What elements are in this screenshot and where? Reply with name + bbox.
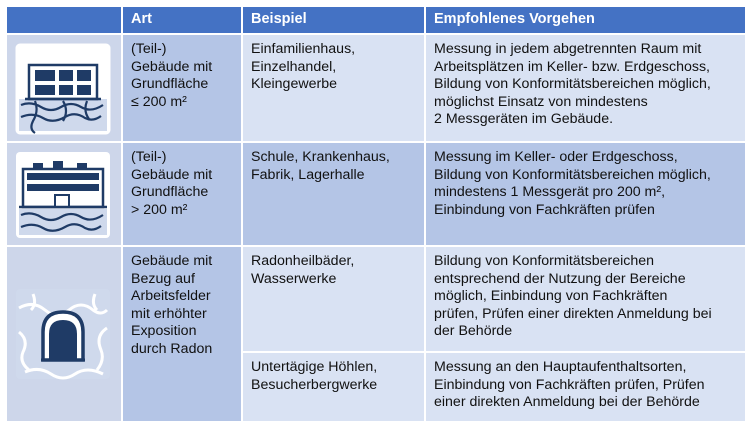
vorgehen-cell: [425, 34, 746, 142]
art-line: Exposition: [131, 323, 197, 339]
beispiel-cell: [242, 246, 425, 352]
vorgehen-cell: [425, 352, 746, 422]
radon-measurement-table-wrapper: [5, 5, 745, 426]
vorgehen-line: Bildung von Konformitätsbereichen: [434, 253, 655, 269]
art-line: Bezug auf: [131, 270, 195, 287]
art-line: Arbeitsfelder: [131, 288, 211, 304]
table-row: [6, 246, 746, 352]
vorgehen-line: Einbindung von Fachkräften prüfen: [434, 201, 655, 218]
vorgehen-cell: [425, 246, 746, 352]
vorgehen-line: entsprechend der Nutzung der Bereiche: [434, 270, 686, 287]
vorgehen-line: Messung im Keller- oder Erdgeschoss,: [434, 149, 678, 165]
vorgehen-line: möglichst Einsatz von mindestens: [434, 93, 648, 110]
art-line: Gebäude mit: [131, 58, 213, 75]
art-line: durch Radon: [131, 340, 213, 357]
header-beispiel: Beispiel: [242, 6, 425, 34]
beispiel-line: Untertägige Höhlen,: [251, 359, 378, 375]
row-icon-cell: [6, 246, 122, 422]
vorgehen-line: der Behörde: [434, 323, 513, 339]
beispiel-line: Wasserwerke: [251, 270, 337, 287]
art-line: (Teil-): [131, 149, 167, 165]
vorgehen-line: Einbindung von Fachkräften prüfen, Prüfen: [434, 376, 705, 393]
beispiel-line: Besucherbergwerke: [251, 376, 378, 393]
large-building-icon: [15, 151, 111, 239]
beispiel-cell: [242, 142, 425, 246]
table-header-row: [6, 6, 746, 34]
table-row: [6, 34, 746, 142]
vorgehen-line: Bildung von Konformitätsbereichen möglich,: [434, 166, 711, 183]
art-cell: [122, 34, 242, 142]
art-line: (Teil-): [131, 41, 167, 57]
art-cell: [122, 246, 242, 422]
table-row: [6, 142, 746, 246]
small-building-icon: [15, 43, 111, 135]
beispiel-line: Einzelhandel,: [251, 58, 337, 75]
beispiel-cell: [242, 34, 425, 142]
vorgehen-line: 2 Messgeräten im Gebäude.: [434, 111, 614, 127]
art-cell: [122, 142, 242, 246]
beispiel-line: Fabrik, Lagerhalle: [251, 166, 365, 183]
beispiel-cell: [242, 352, 425, 422]
vorgehen-line: einer direkten Anmeldung bei der Behörde: [434, 394, 700, 410]
row-icon-cell: [6, 34, 122, 142]
art-line: Gebäude mit: [131, 253, 213, 269]
vorgehen-line: möglich, Einbindung von Fachkräften: [434, 288, 668, 304]
art-line: mit erhöhter: [131, 305, 207, 322]
header-art: Art: [122, 6, 242, 34]
header-icon-column: [6, 6, 122, 34]
art-line: Grundfläche: [131, 184, 209, 200]
vorgehen-line: Messung in jedem abgetrennten Raum mit: [434, 41, 702, 57]
tunnel-icon: [15, 288, 111, 380]
art-line: Grundfläche: [131, 76, 209, 92]
beispiel-line: Kleingewerbe: [251, 76, 337, 92]
beispiel-line: Einfamilienhaus,: [251, 41, 356, 57]
radon-measurement-table: [5, 5, 747, 423]
row-icon-cell: [6, 142, 122, 246]
vorgehen-line: mindestens 1 Messgerät pro 200 m²,: [434, 184, 666, 200]
vorgehen-cell: [425, 142, 746, 246]
vorgehen-line: prüfen, Prüfen einer direkten Anmeldung bei: [434, 305, 712, 322]
vorgehen-line: Bildung von Konformitätsbereichen möglich,: [434, 76, 711, 92]
beispiel-line: Radonheilbäder,: [251, 253, 355, 269]
vorgehen-line: Messung an den Hauptaufenthaltsorten,: [434, 359, 687, 375]
header-vorgehen: Empfohlenes Vorgehen: [425, 6, 746, 34]
art-line: ≤ 200 m²: [131, 93, 187, 110]
art-line: Gebäude mit: [131, 166, 213, 183]
art-line: > 200 m²: [131, 201, 188, 218]
beispiel-line: Schule, Krankenhaus,: [251, 149, 390, 165]
vorgehen-line: Arbeitsplätzen im Keller- bzw. Erdgeschoss,: [434, 58, 710, 75]
